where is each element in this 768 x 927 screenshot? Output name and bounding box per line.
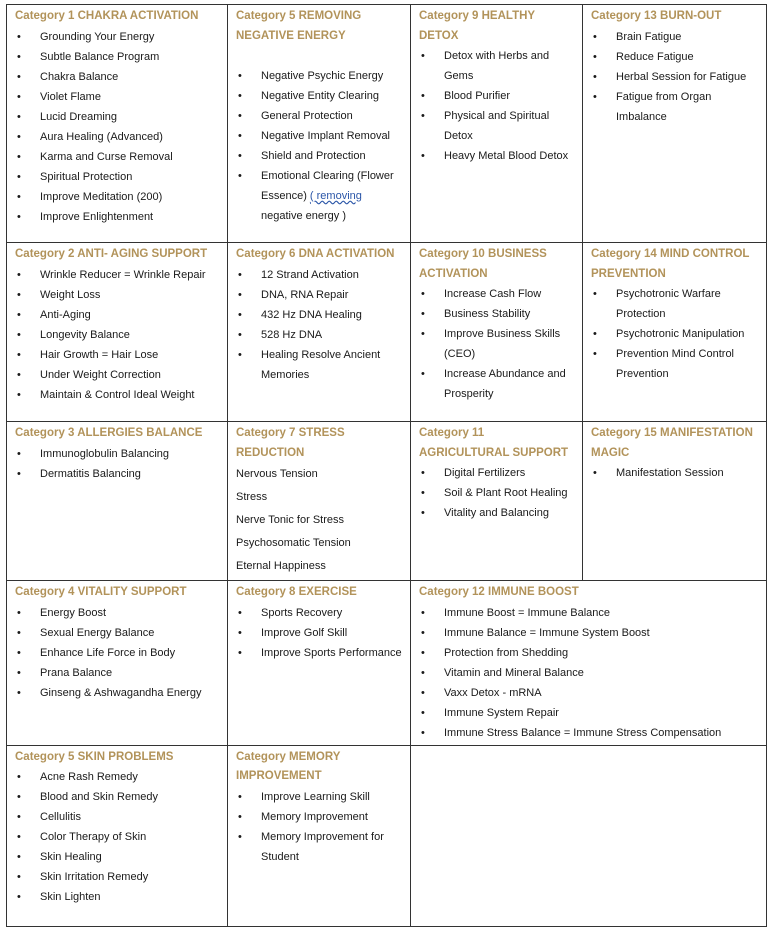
list-item: • Immunoglobulin Balancing [15, 444, 219, 464]
category-title: Category 1 CHAKRA ACTIVATION [15, 10, 199, 22]
list-item: • DNA, RNA Repair [236, 285, 402, 305]
category-title: Category 13 BURN-OUT [591, 10, 722, 22]
list-item: • Sexual Energy Balance [15, 623, 219, 643]
list-item: • Physical and Spiritual Detox [419, 106, 574, 146]
category-title: Category 6 DNA ACTIVATION [236, 248, 395, 260]
category-title: Category 9 HEALTHY DETOX [419, 10, 535, 42]
list-item: • Increase Cash Flow [419, 284, 574, 304]
list-item: • 12 Strand Activation [236, 265, 402, 285]
category-title: Category 7 STRESS REDUCTION [236, 427, 345, 459]
list-item: • Color Therapy of Skin [15, 827, 219, 847]
list-item: • Improve Enlightenment [15, 207, 219, 227]
list-item: • Dermatitis Balancing [15, 464, 219, 484]
list-item: • Prana Balance [15, 663, 219, 683]
category-title: Category 8 EXERCISE [236, 586, 357, 598]
category-title: Category 14 MIND CONTROL PREVENTION [591, 248, 750, 280]
item-list [15, 767, 219, 907]
list-item: • Improve Sports Performance [236, 643, 402, 663]
list-item: • Negative Entity Clearing [236, 86, 402, 106]
list-item [236, 166, 402, 226]
cell-category-10 [411, 243, 583, 422]
item-list [236, 787, 402, 867]
list-item: • Digital Fertilizers [419, 463, 574, 483]
list-item: • Ginseng & Ashwagandha Energy [15, 683, 219, 703]
list-item: • Memory Improvement for Student [236, 827, 402, 867]
list-item: Nerve Tonic for Stress [236, 514, 345, 526]
category-table [6, 4, 767, 927]
category-title: Category 11 AGRICULTURAL SUPPORT [419, 427, 569, 459]
cell-category-9 [411, 5, 583, 243]
item-list [15, 603, 219, 703]
list-item: • Protection from Shedding [419, 643, 758, 663]
list-item: • Negative Implant Removal [236, 126, 402, 146]
list-item: • Immune Boost = Immune Balance [419, 603, 758, 623]
item-list [419, 46, 574, 166]
list-item: • Fatigue from Organ Imbalance [591, 87, 758, 127]
category-title: Category MEMORY IMPROVEMENT [236, 750, 341, 782]
category-title: Category 5 SKIN PROBLEMS [15, 750, 174, 763]
item-list [591, 463, 758, 483]
list-item: • Healing Resolve Ancient Memories [236, 345, 402, 385]
item-text: Emotional Clearing (Flower Essence) [261, 170, 394, 202]
list-item: • Skin Healing [15, 847, 219, 867]
list-item: • Improve Golf Skill [236, 623, 402, 643]
list-item: • Improve Learning Skill [236, 787, 402, 807]
list-item: • Manifestation Session [591, 463, 758, 483]
cell-category-2 [7, 243, 228, 422]
list-item: • Maintain & Control Ideal Weight [15, 385, 219, 405]
list-item: • Acne Rash Remedy [15, 767, 219, 787]
cell-category-12 [411, 581, 767, 746]
cell-category-6 [228, 243, 411, 422]
list-item: • Skin Irritation Remedy [15, 867, 219, 887]
cell-category-4 [7, 581, 228, 746]
item-text-continued: negative energy ) [261, 210, 346, 222]
list-item: • Karma and Curse Removal [15, 147, 219, 167]
list-item: • Longevity Balance [15, 325, 219, 345]
list-item: • Increase Abundance and Prosperity [419, 364, 574, 404]
list-item: • Heavy Metal Blood Detox [419, 146, 574, 166]
cell-category-7 [228, 422, 411, 581]
list-item: • Energy Boost [15, 603, 219, 623]
list-item: • Soil & Plant Root Healing [419, 483, 574, 503]
spacer [236, 46, 402, 66]
item-list [419, 463, 574, 523]
cell-category-1 [7, 5, 228, 243]
cell-empty [411, 745, 767, 926]
list-item: • Under Weight Correction [15, 365, 219, 385]
category-title: Category 4 VITALITY SUPPORT [15, 586, 187, 598]
list-item: Nervous Tension [236, 468, 318, 480]
list-item: • Herbal Session for Fatigue [591, 67, 758, 87]
list-item: • Skin Lighten [15, 887, 219, 907]
item-list [591, 284, 758, 384]
item-list [236, 603, 402, 663]
cell-category-14 [583, 243, 767, 422]
list-item: • Grounding Your Energy [15, 27, 219, 47]
cell-category-8 [228, 581, 411, 746]
category-title: Category 3 ALLERGIES BALANCE [15, 427, 203, 439]
list-item: • Violet Flame [15, 87, 219, 107]
list-item: • Subtle Balance Program [15, 47, 219, 67]
category-title: Category 2 ANTI- AGING SUPPORT [15, 248, 208, 260]
list-item: • Blood and Skin Remedy [15, 787, 219, 807]
list-item: • Business Stability [419, 304, 574, 324]
list-item: • Psychotronic Warfare Protection [591, 284, 758, 324]
list-item: • Reduce Fatigue [591, 47, 758, 67]
list-item: • Aura Healing (Advanced) [15, 127, 219, 147]
cell-category-5-skin-problems [7, 745, 228, 926]
list-item: • Anti-Aging [15, 305, 219, 325]
item-list [419, 603, 758, 743]
item-list [15, 444, 219, 484]
item-list [15, 27, 219, 227]
list-item: • Immune Balance = Immune System Boost [419, 623, 758, 643]
cell-category-11 [411, 422, 583, 581]
list-item: • Immune Stress Balance = Immune Stress Compensation [419, 723, 758, 743]
item-list [591, 27, 758, 127]
list-item: • Vaxx Detox - mRNA [419, 683, 758, 703]
cell-category-13 [583, 5, 767, 243]
list-item: • Cellulitis [15, 807, 219, 827]
list-item: • Chakra Balance [15, 67, 219, 87]
list-item: • 432 Hz DNA Healing [236, 305, 402, 325]
list-item: • 528 Hz DNA [236, 325, 402, 345]
list-item: • Memory Improvement [236, 807, 402, 827]
category-title: Category 15 MANIFESTATION MAGIC [591, 427, 753, 459]
list-item: • Shield and Protection [236, 146, 402, 166]
cell-category-memory [228, 745, 411, 926]
list-item: • Improve Business Skills (CEO) [419, 324, 574, 364]
list-item: • General Protection [236, 106, 402, 126]
list-item: • Blood Purifier [419, 86, 574, 106]
list-item: • Improve Meditation (200) [15, 187, 219, 207]
cell-category-5-removing-negative-energy [228, 5, 411, 243]
list-item: Eternal Happiness [236, 560, 326, 572]
category-title: Category 12 IMMUNE BOOST [419, 586, 579, 598]
list-item: • Immune System Repair [419, 703, 758, 723]
item-list [236, 265, 402, 385]
category-title: Category 10 BUSINESS ACTIVATION [419, 248, 547, 280]
list-item: • Vitality and Balancing [419, 503, 574, 523]
item-list [15, 265, 219, 405]
list-item: • Weight Loss [15, 285, 219, 305]
cell-category-3 [7, 422, 228, 581]
item-list [236, 463, 402, 578]
cell-category-15 [583, 422, 767, 581]
list-item: • Spiritual Protection [15, 167, 219, 187]
list-item: • Negative Psychic Energy [236, 66, 402, 86]
list-item: • Enhance Life Force in Body [15, 643, 219, 663]
list-item: • Wrinkle Reducer = Wrinkle Repair [15, 265, 219, 285]
list-item: • Brain Fatigue [591, 27, 758, 47]
list-item: • Hair Growth = Hair Lose [15, 345, 219, 365]
list-item: • Vitamin and Mineral Balance [419, 663, 758, 683]
list-item: • Prevention Mind Control Prevention [591, 344, 758, 384]
category-title: Category 5 REMOVING NEGATIVE ENERGY [236, 10, 362, 42]
spellcheck-underlined-text: ( removing [309, 190, 362, 202]
item-list [419, 284, 574, 404]
list-item: • Lucid Dreaming [15, 107, 219, 127]
list-item: • Detox with Herbs and Gems [419, 46, 574, 86]
list-item: • Psychotronic Manipulation [591, 324, 758, 344]
list-item: Stress [236, 491, 268, 503]
list-item: • Sports Recovery [236, 603, 402, 623]
list-item: Psychosomatic Tension [236, 537, 351, 549]
item-list [236, 66, 402, 226]
